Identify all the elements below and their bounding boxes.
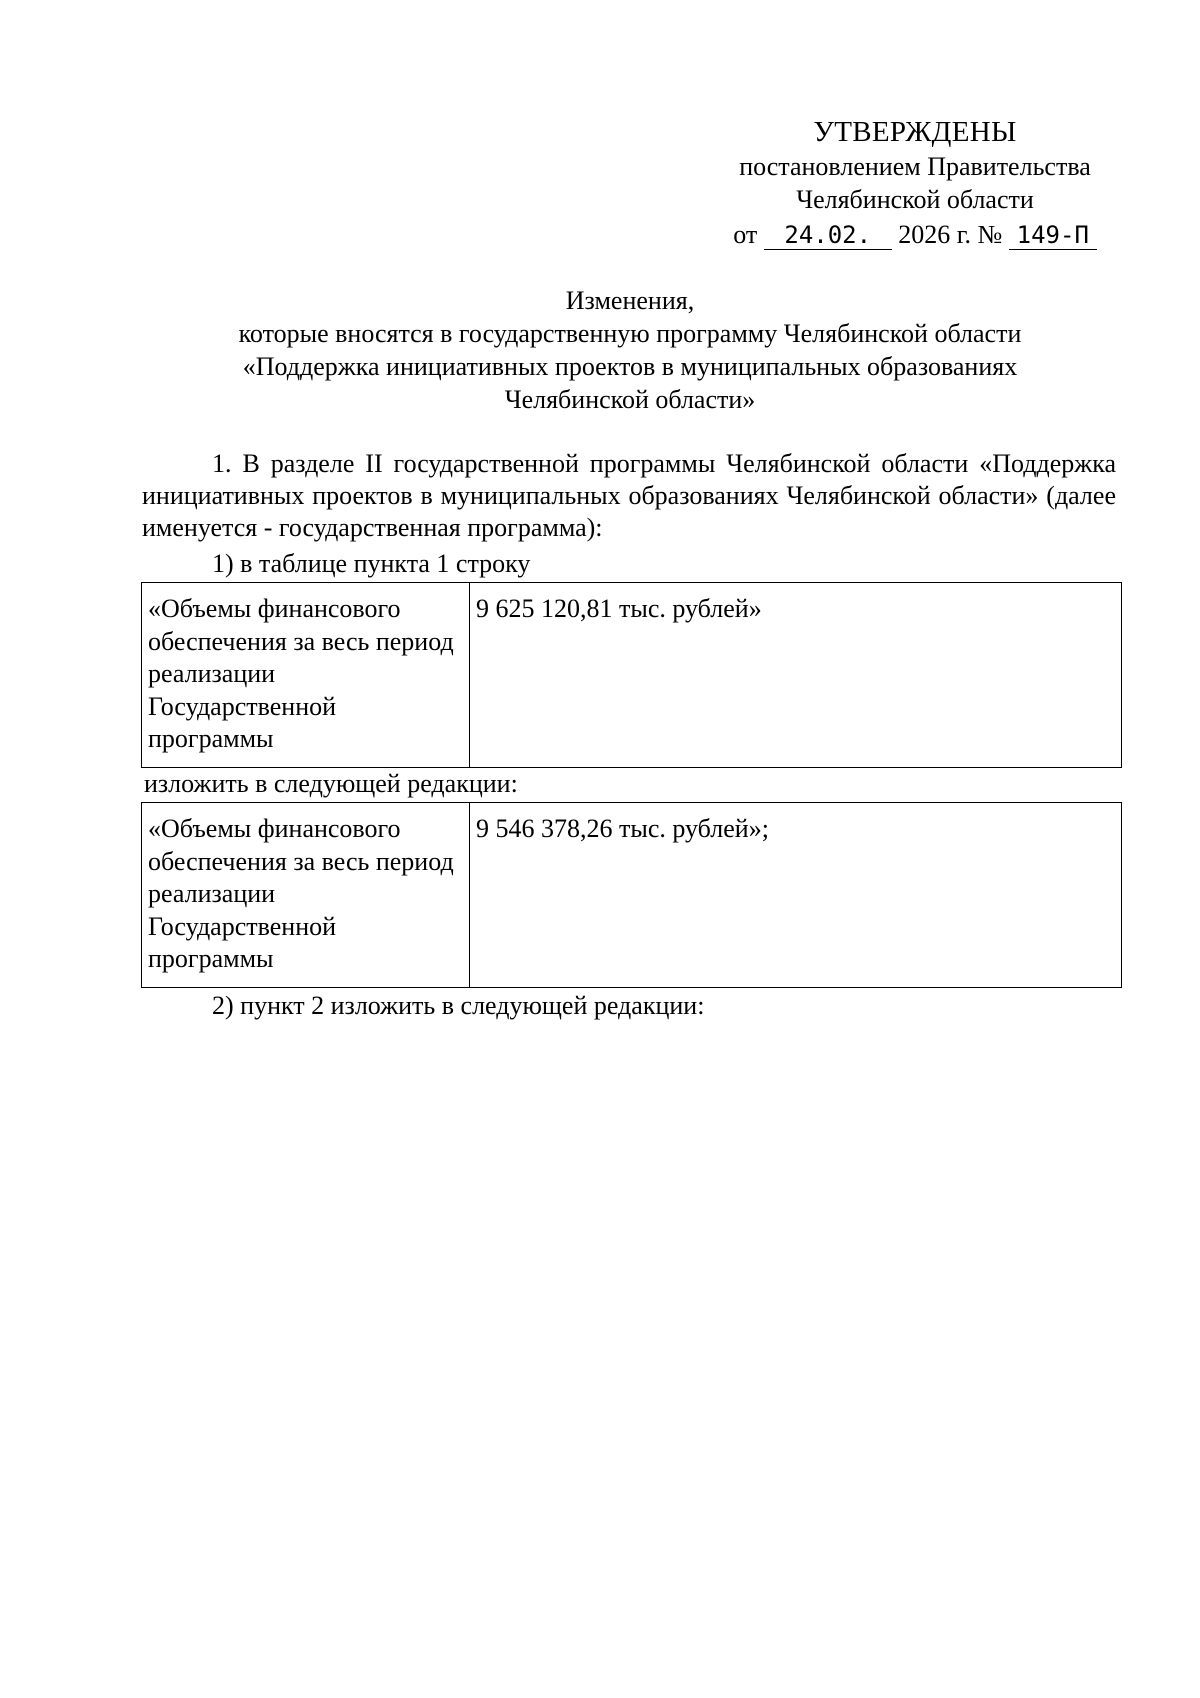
approval-line-1: постановлением Правительства (739, 152, 1091, 181)
paragraph-1-text: 1. В разделе II государственной программы Челябинской области «Поддержка инициативных проектов в муниципальных образованиях Челябинской области» (далее именуется - государственная программа): (142, 449, 1116, 542)
approval-heading: УТВЕРЖДЕНЫ (813, 116, 1017, 148)
item-2-text: 2) пункт 2 изложить в следующей редакции: (212, 991, 705, 1020)
title-line-2: которые вносятся в государственную программу Челябинской области (238, 319, 1022, 348)
date-prefix: от (733, 220, 758, 249)
table-row (142, 803, 1122, 988)
date-field: 24.02. (764, 221, 892, 250)
table-old-value: 9 625 120,81 тыс. рублей» (470, 583, 1122, 768)
title-line-1: Изменения, (565, 286, 695, 315)
item-1-text: 1) в таблице пункта 1 строку (212, 549, 531, 578)
between-tables-text: изложить в следующей редакции: (144, 769, 518, 798)
year-text: 2026 г. № (898, 220, 1003, 249)
table-row (142, 583, 1122, 768)
title-line-4: Челябинской области» (504, 385, 756, 414)
table-new-row (141, 802, 1122, 988)
table-new-label: «Объемы финансового обеспечения за весь период реализации Государственной программы (142, 803, 470, 988)
approval-line-2: Челябинской области (796, 185, 1034, 214)
title-line-3: «Поддержка инициативных проектов в муниципальных образованиях (242, 352, 1018, 381)
table-old-label: «Объемы финансового обеспечения за весь период реализации Государственной программы (142, 583, 470, 768)
document-title (140, 284, 1120, 416)
document-number-field: 149-П (1009, 221, 1097, 250)
approval-stamp (700, 114, 1130, 251)
paragraph-1 (142, 448, 1116, 544)
table-new-value: 9 546 378,26 тыс. рублей»; (470, 803, 1122, 988)
approval-date-line (700, 218, 1130, 251)
table-old-row (141, 582, 1122, 768)
